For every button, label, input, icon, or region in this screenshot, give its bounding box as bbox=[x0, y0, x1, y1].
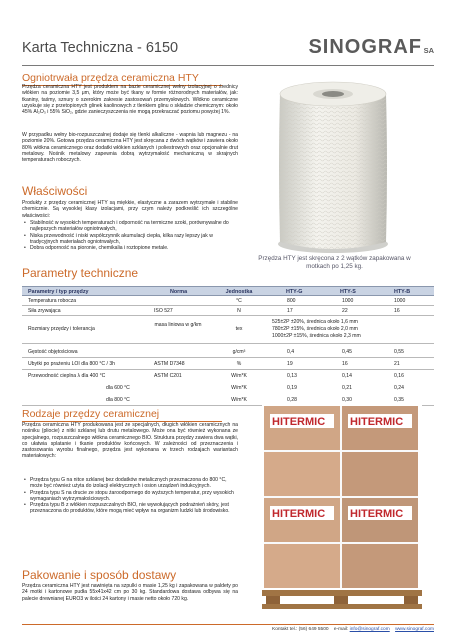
column-header: Jednostka bbox=[225, 289, 253, 295]
brand-logo-suffix: SA bbox=[423, 46, 434, 55]
pallet-brand-label: HITERMIC bbox=[350, 416, 404, 428]
pallet-boxes-image bbox=[262, 404, 422, 610]
table-cell: 0,35 bbox=[394, 397, 404, 403]
table-row bbox=[22, 316, 434, 344]
table-cell: 0,30 bbox=[342, 397, 352, 403]
page-header bbox=[22, 36, 434, 66]
paragraph-intro: Przędza ceramiczna HTY jest produktem na bazie ceramicznej wełny izolacyjnej o średnicy włókien na poziomie 3,5 μm, który może być tkany w formie różnorodnych materiałów, jak: tkaniny, taśmy, sznury o szerokim zakresie zastosowań przemysłowych. Włókno ceramiczne uzyskuje się z przetopionych glinek kaolinowych z tlenkiem glinu o składzie chemicznym: około 45% Al₂O₃ i 55% SiO₂, gdzie zanieczyszczenia nie mogą przekraczać poziomu powyżej 1%. bbox=[22, 84, 238, 116]
table-cell: 0,16 bbox=[394, 373, 404, 379]
table-cell: 22 bbox=[342, 308, 348, 314]
website-link[interactable]: www.sinograf.com bbox=[395, 627, 434, 632]
section-title-properties: Właściwości bbox=[22, 184, 88, 198]
pallet-brand-label: HITERMIC bbox=[272, 416, 326, 428]
table-cell: g/cm³ bbox=[232, 349, 246, 355]
table-cell: 0,14 bbox=[342, 373, 352, 379]
table-cell: 0,21 bbox=[342, 385, 352, 391]
table-cell: Gęstość objętościowa bbox=[28, 349, 78, 355]
list-item: • Przędza typu B z włókien rozpuszczalnych BIO, nie wywołujących podrażnień skóry, jest przeznaczona do produktów, które mogą mieć wpływ na organizm ludzki lub środowisko. bbox=[22, 502, 238, 515]
table-row bbox=[22, 306, 434, 316]
table-cell: 21 bbox=[394, 361, 400, 367]
table-cell: 800 bbox=[287, 298, 296, 304]
table-cell: Temperatura robocza bbox=[28, 298, 77, 304]
paragraph-bio: W przypadku wełny bio-rozpuszczalnej dodaje się tlenki alkaliczne - wapnia lub magnezu - na poziomie 20%. Gotowa przędza ceramiczna HTY jest skręcana z dwóch wątków i zawiera około 80% włókna ceramicznego oraz dodatki włókien szklanych i poliestrowych oraz opcjonalnie drut metalowy. Nośnik metalowy zapewnia dobrą wytrzymałość mechaniczną w skrajnych temperaturach roboczych. bbox=[22, 132, 238, 164]
page-title: Karta Techniczna - 6150 bbox=[22, 40, 179, 56]
spool-caption: Przędza HTY jest skręcona z 2 wątków zapakowana w motkach po 1,25 kg. bbox=[258, 255, 411, 270]
table-cell: 1000 bbox=[394, 298, 406, 304]
section-title-yarn: Ogniotrwała przędza ceramiczna HTY bbox=[22, 72, 222, 86]
section-title-parameters: Parametry techniczne bbox=[22, 266, 139, 280]
table-cell: 0,4 bbox=[287, 349, 295, 355]
table-cell: 17 bbox=[287, 308, 293, 314]
table-row bbox=[22, 370, 434, 382]
table-cell: 0,55 bbox=[394, 349, 404, 355]
table-cell: N bbox=[237, 308, 241, 314]
table-cell: 1000±2P ±15%, średnica około 2,3 mm bbox=[272, 333, 361, 339]
list-item: • Przędza typu G na nitce szklanej bez dodatków metalicznych przeznaczona do 800 °C, może być również użyta do izolacji elektrycznych i osion urządzeń indukcyjnych. bbox=[22, 477, 238, 490]
table-cell: 1000 bbox=[342, 298, 354, 304]
table-cell: W/m*K bbox=[231, 385, 247, 391]
yarn-types-list bbox=[22, 477, 238, 515]
table-cell: Ubytki po prażeniu LOI dla 800 °C / 3h bbox=[28, 361, 115, 367]
email-label: e-mail: bbox=[333, 627, 349, 632]
table-cell: ISO 527 bbox=[154, 308, 173, 314]
table-row bbox=[22, 382, 434, 394]
column-header: Parametry / typ przędzy bbox=[28, 289, 89, 295]
table-cell: Rozmiary przędzy i tolerancja bbox=[28, 326, 95, 332]
table-row bbox=[22, 358, 434, 370]
brand-logo: SINOGRAF bbox=[308, 36, 422, 58]
table-cell: masa liniowa w g/km bbox=[154, 322, 202, 328]
table-row bbox=[22, 296, 434, 306]
section-title-yarn-types: Rodzaje przędzy ceramicznej bbox=[22, 408, 222, 422]
email-link[interactable]: info@sinograf.com bbox=[349, 627, 390, 632]
table-cell: W/m*K bbox=[231, 397, 247, 403]
table-cell: 16 bbox=[394, 308, 400, 314]
table-header bbox=[22, 286, 434, 296]
table-cell: Przewodność cieplna λ dla 400 °C bbox=[28, 373, 106, 379]
column-header: HTY-S bbox=[340, 289, 356, 295]
table-cell: ASTM D7348 bbox=[154, 361, 185, 367]
paragraph-yarn-types: Przędza ceramiczna HTY produkowana jest ze specjalnych, długich włókien ceramicznych na nośniku (pliocie) z nitki szklanej lub drutu metalowego. Może ona być również wykonana ze specjalnego, rozpuszczalnego włókna ceramicznego BIO. Struktura przędzy zawiera dwa wątki, co ułatwia splatanie i tkanie produktów końcowych. W zależności od przeznaczenia i zastosowania wyrobu finalnego, przędza jest wykonana w trzech rodzajach wariantach materiałowych: bbox=[22, 422, 238, 460]
table-cell: 0,13 bbox=[287, 373, 297, 379]
table-cell: W/m*K bbox=[231, 373, 247, 379]
table-row bbox=[22, 344, 434, 358]
paragraph-properties: Produkty z przędzy ceramicznej HTY są miękkie, elastyczne a zarazem wytrzymałe i stabilne chemicznie. Są wysoklej klasy izolacjami, przy czym należy podkreślić ich szczególne właściwości: bbox=[22, 200, 238, 219]
table-cell: 0,24 bbox=[394, 385, 404, 391]
table-cell: dla 800 °C bbox=[106, 397, 130, 403]
list-item: • Przędza typu S na drucie ze stopu żaroodpornego do wyższych temperatur, przy wysokich wymaganiach wytrzymałościowych. bbox=[22, 490, 238, 503]
table-cell: 780±2P ±15%, średnica około 2,0 mm bbox=[272, 326, 358, 332]
table-cell: 0,19 bbox=[287, 385, 297, 391]
list-item: • Stabilność w wysokich temperaturach i odporność na termiczne szoki, porównywalne do najlepszych materiałów ogniotrwałych, bbox=[22, 220, 238, 233]
parameters-table bbox=[22, 286, 434, 406]
column-header: HTY-B bbox=[394, 289, 411, 295]
table-cell: % bbox=[236, 361, 242, 367]
paragraph-packaging: Przędza ceramiczna HTY jest nawinięta na szpulki o masie 1,25 kg i zapakowana w paldety po 24 motki i kartonowe pudła 55x41x42 cm po 30 kg. Standardowa dostawa odbywa się na palecie drewnianej EURO3 w ilości 24 kartony i masie netto około 720 kg. bbox=[22, 583, 238, 602]
table-cell: ASTM C201 bbox=[154, 373, 182, 379]
table-cell: 0,28 bbox=[287, 397, 297, 403]
table-cell: dla 600 °C bbox=[106, 385, 130, 391]
table-cell: °C bbox=[236, 298, 242, 304]
page-footer bbox=[22, 624, 434, 632]
properties-list bbox=[22, 220, 238, 251]
pallet-brand-label: HITERMIC bbox=[272, 508, 326, 520]
table-cell: 19 bbox=[287, 361, 293, 367]
column-header: HTY-G bbox=[286, 289, 303, 295]
table-cell: 16 bbox=[342, 361, 348, 367]
contact-phone: Kontakt tel.: (56) 649 5500 bbox=[272, 627, 329, 632]
section-title-packaging: Pakowanie i sposób dostawy bbox=[22, 568, 177, 582]
table-cell: tex bbox=[235, 326, 243, 332]
list-item: • Dobra odporność na pioronie, chemikalia i roztopione metale. bbox=[22, 245, 238, 251]
list-item: • Niska przewodność i niski współczynnik akumulacji ciepła, kilka razy lepszy jak w tradycyjnych materiałach ogniotrwałych, bbox=[22, 233, 238, 246]
table-cell: 0,45 bbox=[342, 349, 352, 355]
table-cell: Siła zrywająca bbox=[28, 308, 61, 314]
pallet-brand-label: HITERMIC bbox=[350, 508, 404, 520]
column-header: Norma bbox=[170, 289, 188, 295]
table-cell: 525±2P ±20%, średnica około 1,6 mm bbox=[272, 319, 358, 325]
yarn-spool-image bbox=[258, 74, 408, 254]
